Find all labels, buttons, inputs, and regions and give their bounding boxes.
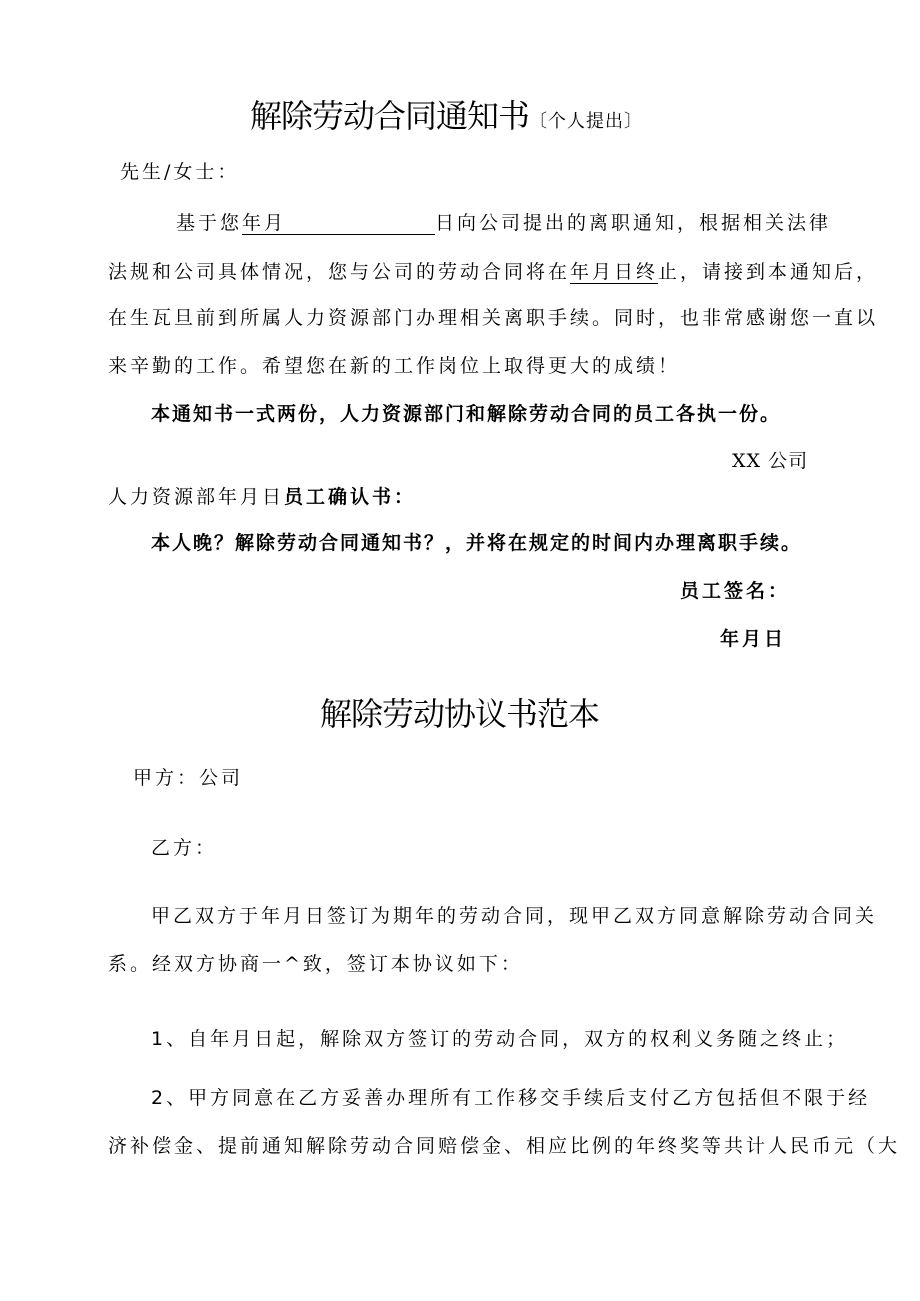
copies-statement: 本通知书一式两份，人力资源部门和解除劳动合同的员工各执一份。 [151,403,782,425]
signature-date: 年月日 [720,628,787,650]
confirm-text: 本人晚？解除劳动合同通知书？，并将在规定的时间内办理离职手续。 [151,532,803,554]
agreement-item-2-cont: 济补偿金、提前通知解除劳动合同赔偿金、相应比例的年终奖等共计人民币元（大 [108,1135,901,1157]
signature-label: 员工签名： [680,580,791,602]
company-name: XX 公司 [732,450,809,472]
party-a: 甲方：公司 [133,767,244,789]
para2-date-underlined: 年月日终 [570,261,659,283]
agreement-intro-1: 甲乙双方于年月日签订为期年的劳动合同，现甲乙双方同意解除劳动合同关 [151,905,878,927]
para2-suffix: 止，请接到本通知后， [658,261,879,283]
notice-para-4: 来辛勤的工作。希望您在新的工作岗位上取得更大的成绩！ [108,355,681,377]
item1-text: 、自年月日起，解除双方签订的劳动合同，双方的权利义务随之终止； [166,1028,849,1050]
notice-title: 解除劳动合同通知书 [250,97,530,135]
party-b: 乙方： [151,837,218,859]
notice-subtitle: 〔个人提出〕 [529,111,644,132]
confirm-title: 员工确认书： [284,486,417,508]
salutation: 先生/女士： [120,161,240,183]
notice-title-row [250,97,644,135]
para2-prefix: 法规和公司具体情况，您与公司的劳动合同将在 [108,261,571,283]
notice-para-2 [108,262,878,284]
item2-number: 2 [151,1087,167,1109]
hr-date-row [108,488,416,507]
para1-date-blank: 年月 [242,213,435,235]
notice-para-3: 在生瓦旦前到所属人力资源部门办理相关离职手续。同时，也非常感谢您一直以 [108,307,879,329]
para1-prefix: 基于您 [176,212,243,234]
notice-para-1 [176,213,831,235]
hr-date: 人力资源部年月日 [108,486,285,508]
agreement-intro-2: 系。经双方协商一^致，签订本协议如下： [108,953,523,975]
item1-number: 1 [151,1028,167,1050]
agreement-item-1 [151,1030,848,1049]
para1-suffix: 日向公司提出的离职通知，根据相关法律 [435,212,832,234]
agreement-title: 解除劳动协议书范本 [320,695,600,733]
agreement-item-2 [151,1089,870,1108]
item2-text: 、甲方同意在乙方妥善办理所有工作移交手续后支付乙方包括但不限于经 [166,1087,871,1109]
